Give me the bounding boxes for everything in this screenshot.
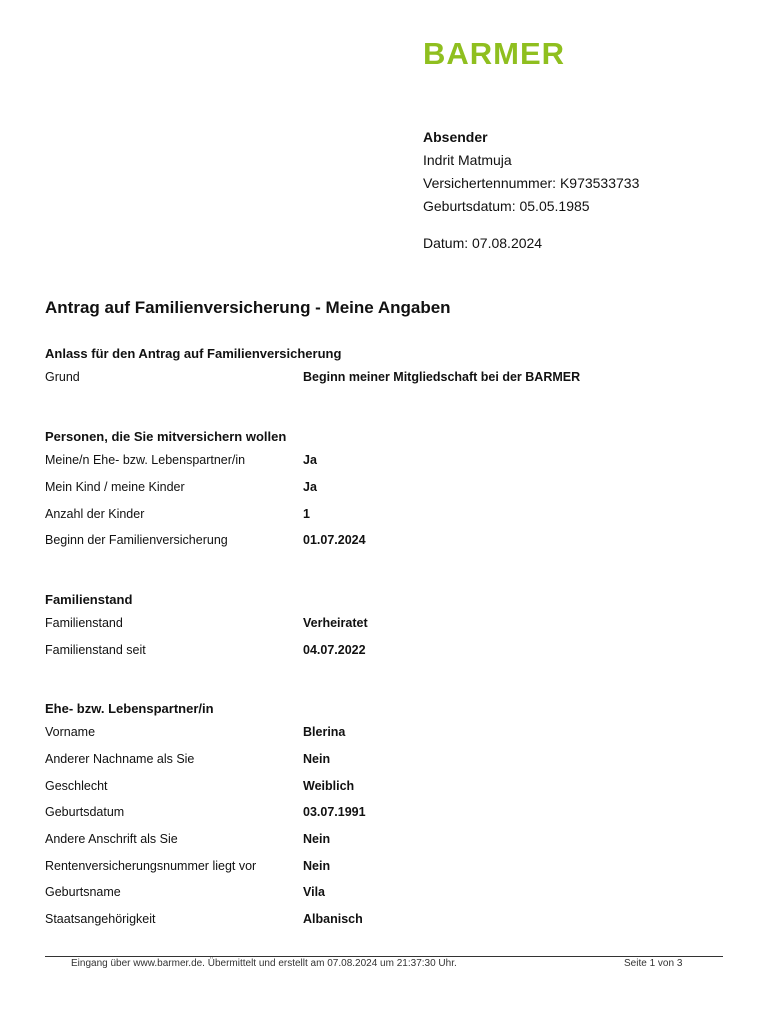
- field-label: Geburtsname: [45, 885, 121, 900]
- field-row: [45, 719, 685, 746]
- field-row: [45, 799, 685, 826]
- section-heading: Ehe- bzw. Lebenspartner/in: [45, 701, 214, 716]
- field-row: [45, 474, 685, 501]
- field-value: 01.07.2024: [303, 533, 366, 548]
- field-row: [45, 826, 685, 853]
- field-label: Beginn der Familienversicherung: [45, 533, 228, 548]
- field-value: Ja: [303, 480, 317, 495]
- field-row: [45, 364, 685, 391]
- field-row: [45, 906, 685, 933]
- page-number: Seite 1 von 3: [624, 958, 683, 969]
- section-marital-status: [45, 590, 685, 663]
- field-value: 04.07.2022: [303, 643, 366, 658]
- document-title: Antrag auf Familienversicherung - Meine Angaben: [45, 298, 451, 317]
- field-value: Blerina: [303, 725, 346, 740]
- footer-text: Eingang über www.barmer.de. Übermittelt und erstellt am 07.08.2024 um 21:37:30 Uhr.: [71, 958, 457, 969]
- field-value: Albanisch: [303, 912, 363, 927]
- field-row: [45, 527, 685, 554]
- field-row: [45, 500, 685, 527]
- section-insured-persons: [45, 427, 685, 554]
- field-label: Andere Anschrift als Sie: [45, 832, 178, 847]
- field-row: [45, 879, 685, 906]
- field-label: Staatsangehörigkeit: [45, 912, 156, 927]
- field-row: [45, 610, 685, 637]
- sender-title: Absender: [423, 129, 488, 145]
- section-heading: Familienstand: [45, 592, 133, 607]
- field-label: Mein Kind / meine Kinder: [45, 480, 185, 495]
- barmer-logo: BARMER: [423, 36, 566, 71]
- sender-block: [423, 126, 639, 255]
- field-label: Anderer Nachname als Sie: [45, 752, 195, 767]
- field-label: Vorname: [45, 725, 96, 740]
- section-reason: [45, 344, 685, 391]
- section-partner: [45, 699, 685, 933]
- field-value: 03.07.1991: [303, 805, 366, 820]
- sender-insurance-number: Versichertennummer: K973533733: [423, 175, 640, 191]
- field-label: Grund: [45, 370, 80, 385]
- field-value: Ja: [303, 453, 317, 468]
- field-row: [45, 772, 685, 799]
- field-label: Anzahl der Kinder: [45, 506, 145, 521]
- field-value: Weiblich: [303, 778, 355, 793]
- field-label: Geschlecht: [45, 778, 108, 793]
- field-value: Nein: [303, 832, 331, 847]
- field-label: Meine/n Ehe- bzw. Lebenspartner/in: [45, 453, 246, 468]
- field-row: [45, 637, 685, 664]
- field-value: Beginn meiner Mitgliedschaft bei der BARMER: [303, 370, 581, 385]
- field-label: Familienstand: [45, 616, 123, 631]
- field-row: [45, 746, 685, 773]
- sender-birth-date: Geburtsdatum: 05.05.1985: [423, 198, 590, 214]
- field-value: Nein: [303, 752, 331, 767]
- field-value: Vila: [303, 885, 326, 900]
- sender-name: Indrit Matmuja: [423, 152, 512, 168]
- field-value: Verheiratet: [303, 616, 368, 631]
- section-heading: Personen, die Sie mitversichern wollen: [45, 429, 287, 444]
- field-row: [45, 447, 685, 474]
- section-heading: Anlass für den Antrag auf Familienversicherung: [45, 346, 342, 361]
- field-label: Rentenversicherungsnummer liegt vor: [45, 858, 257, 873]
- field-row: [45, 852, 685, 879]
- field-label: Familienstand seit: [45, 643, 146, 658]
- field-label: Geburtsdatum: [45, 805, 125, 820]
- field-value: Nein: [303, 858, 331, 873]
- field-value: 1: [303, 506, 310, 521]
- document-date: Datum: 07.08.2024: [423, 235, 543, 251]
